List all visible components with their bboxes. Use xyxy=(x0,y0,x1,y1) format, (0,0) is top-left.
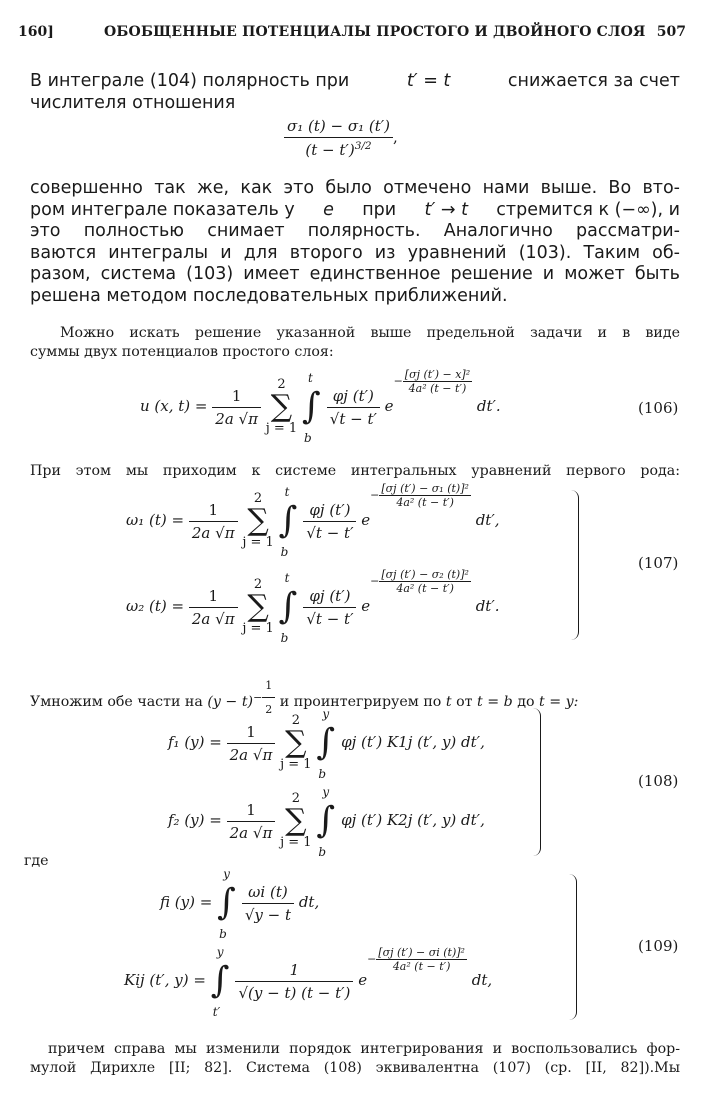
eq107-exp-num2: [σj (t′) − σ₂ (t)]² xyxy=(381,568,469,581)
equation-number-108: (108) xyxy=(638,772,679,790)
para3-line2: суммы двух потенциалов простого слоя: xyxy=(30,344,334,360)
equation-108-line2: f₂ (y) = $\frac{1}{2a √\pi}$ 2 ∑ j = 1 ∫ y b φj (t′) K2j (t′, y) dt′, xyxy=(168,785,485,859)
para6-line2: мулой Дирихле [II; 82]. Система (108) эквивалентна (107) (ср. [II, 82]).Мы xyxy=(30,1060,680,1076)
paragraph-polarity xyxy=(30,71,680,114)
para2-limit: t′ → t xyxy=(424,199,468,220)
sigma-fraction-denominator: $(t - t')^{3/2}$ xyxy=(305,140,372,159)
sigma-fraction xyxy=(284,117,393,159)
paragraph-dirichlet xyxy=(30,1040,680,1078)
sigma-fraction-exponent: 3/2 xyxy=(354,140,372,152)
equation-107-line2: ω₂ (t) = $\frac{1}{2a √\pi}$ 2 ∑ j = 1 ∫ t b $\frac{\varphi j (t')}{√t - t'}$ e− $\frac{\text{[σj (t′) − σ₂ (t)]²}}{\text{4a² (t − t′)}}$ dt′. xyxy=(126,568,500,645)
para1-line2: числителя отношения xyxy=(30,92,236,113)
paragraph-integral-equations xyxy=(30,462,680,481)
para3-line1: Можно искать решение указанной выше предельной задачи и в виде xyxy=(60,325,680,341)
eq106-frac-den: √t − t′ xyxy=(329,409,377,428)
eq107-lhs1: ω₁ (t) = xyxy=(126,511,185,529)
fraction-sigma xyxy=(284,117,398,159)
sigma-fraction-comma: , xyxy=(393,128,398,146)
equation-number-106: (106) xyxy=(638,399,679,417)
eq106-lhs: u (x, t) = xyxy=(140,397,208,415)
page-number-left: 160] xyxy=(18,24,54,40)
eq108-lhs2: f₂ (y) = xyxy=(168,811,222,829)
eq106-coef-den: 2a √π xyxy=(215,409,258,428)
page-number-right: 507 xyxy=(656,24,686,40)
equation-106 xyxy=(140,368,501,445)
para2-e: e xyxy=(323,199,334,220)
eq107-exp-num1: [σj (t′) − σ₁ (t)]² xyxy=(381,482,469,495)
running-header xyxy=(18,24,686,44)
equation-number-107: (107) xyxy=(638,554,679,572)
equation-number-109: (109) xyxy=(638,937,679,955)
eq108-body1: φj (t′) K1j (t′, y) dt′, xyxy=(341,733,485,751)
eq106-sum: 2 ∑ j = 1 xyxy=(265,377,298,436)
eq108-brace xyxy=(532,708,541,856)
equation-108-line1: f₁ (y) = $\frac{1}{2a √\pi}$ 2 ∑ j = 1 ∫ y b φj (t′) K1j (t′, y) dt′, xyxy=(168,707,485,781)
eq106-tail: dt′. xyxy=(476,397,501,415)
eq106-frac-num: φj (t′) xyxy=(327,387,380,408)
equation-109-line2: Kij (t′, y) = ∫ y t′ $\frac{1}{√(y - t) (t - t')}$ e− $\frac{\text{[σj (t′) − σi (t)]²}}{\text{4a² (t − t′)}}$ dt, xyxy=(124,945,493,1019)
sigma-fraction-numerator: σ₁ (t) − σ₁ (t′) xyxy=(284,117,393,138)
para2-line5: разом, система (103) имеет единственное решение и может быть xyxy=(30,264,680,285)
eq109-lhs1: fi (y) = xyxy=(160,893,213,911)
equation-109-line1: fi (y) = ∫ y b $\frac{\omega i (t)}{√y - t}$ dt, xyxy=(160,867,320,941)
eq108-lhs1: f₁ (y) = xyxy=(168,733,222,751)
eq107-lhs2: ω₂ (t) = xyxy=(126,597,185,615)
para6-line1: причем справа мы изменили порядок интегрирования и воспользовались фор- xyxy=(48,1041,680,1057)
para2-line3: это полностью снимает полярность. Аналогично рассматри- xyxy=(30,221,680,242)
paragraph-single-layer xyxy=(30,324,680,362)
eq109-brace xyxy=(568,874,577,1020)
eq106-e: e xyxy=(384,397,394,415)
para2-line1: совершенно так же, как это было отмечено нами выше. Во вто- xyxy=(30,178,680,198)
paragraph-unique-solution xyxy=(30,178,680,308)
eq106-exponent: − $\frac{\text{[σj (t′) − x]²}}{\text{4a² (t − t′)}}$ xyxy=(393,368,471,395)
word-where: где xyxy=(24,853,49,869)
eq108-body2: φj (t′) K2j (t′, y) dt′, xyxy=(341,811,485,829)
eq106-integral: ∫ t b xyxy=(301,371,321,445)
para5-factor: (y − t) xyxy=(207,694,254,711)
paragraph-multiply: Умножим обе части на $(y - t)^{- \frac{1}{2}}$ и проинтегрируем по t от t = b до t = y: xyxy=(30,676,680,719)
para1-text-b: снижается за счет xyxy=(507,71,680,91)
para2-line2: ром интеграле показатель у e при t′ → t стремится к (−∞), и xyxy=(30,199,680,220)
para1-var: t′ = t xyxy=(406,71,451,91)
eq107-brace xyxy=(570,490,579,640)
equation-107-line1: ω₁ (t) = $\frac{1}{2a √\pi}$ 2 ∑ j = 1 ∫ t b $\frac{\varphi j (t')}{√t - t'}$ e− $\frac{\text{[σj (t′) − σ₁ (t)]²}}{\text{4a² (t − t′)}}$ dt′, xyxy=(126,482,500,559)
para1-text-a: В интеграле (104) полярность при xyxy=(30,71,350,91)
eq109-lhs2: Kij (t′, y) = xyxy=(124,971,206,989)
eq106-coef-num: 1 xyxy=(212,387,261,408)
para4-line1: При этом мы приходим к системе интегральных уравнений первого рода: xyxy=(30,463,680,479)
running-title: ОБОБЩЕННЫЕ ПОТЕНЦИАЛЫ ПРОСТОГО И ДВОЙНОГО СЛОЯ xyxy=(104,24,646,40)
para2-line6: решена методом последовательных приближений. xyxy=(30,285,508,306)
para2-line4: ваются интегралы и для второго из уравнений (103). Таким об- xyxy=(30,242,680,263)
